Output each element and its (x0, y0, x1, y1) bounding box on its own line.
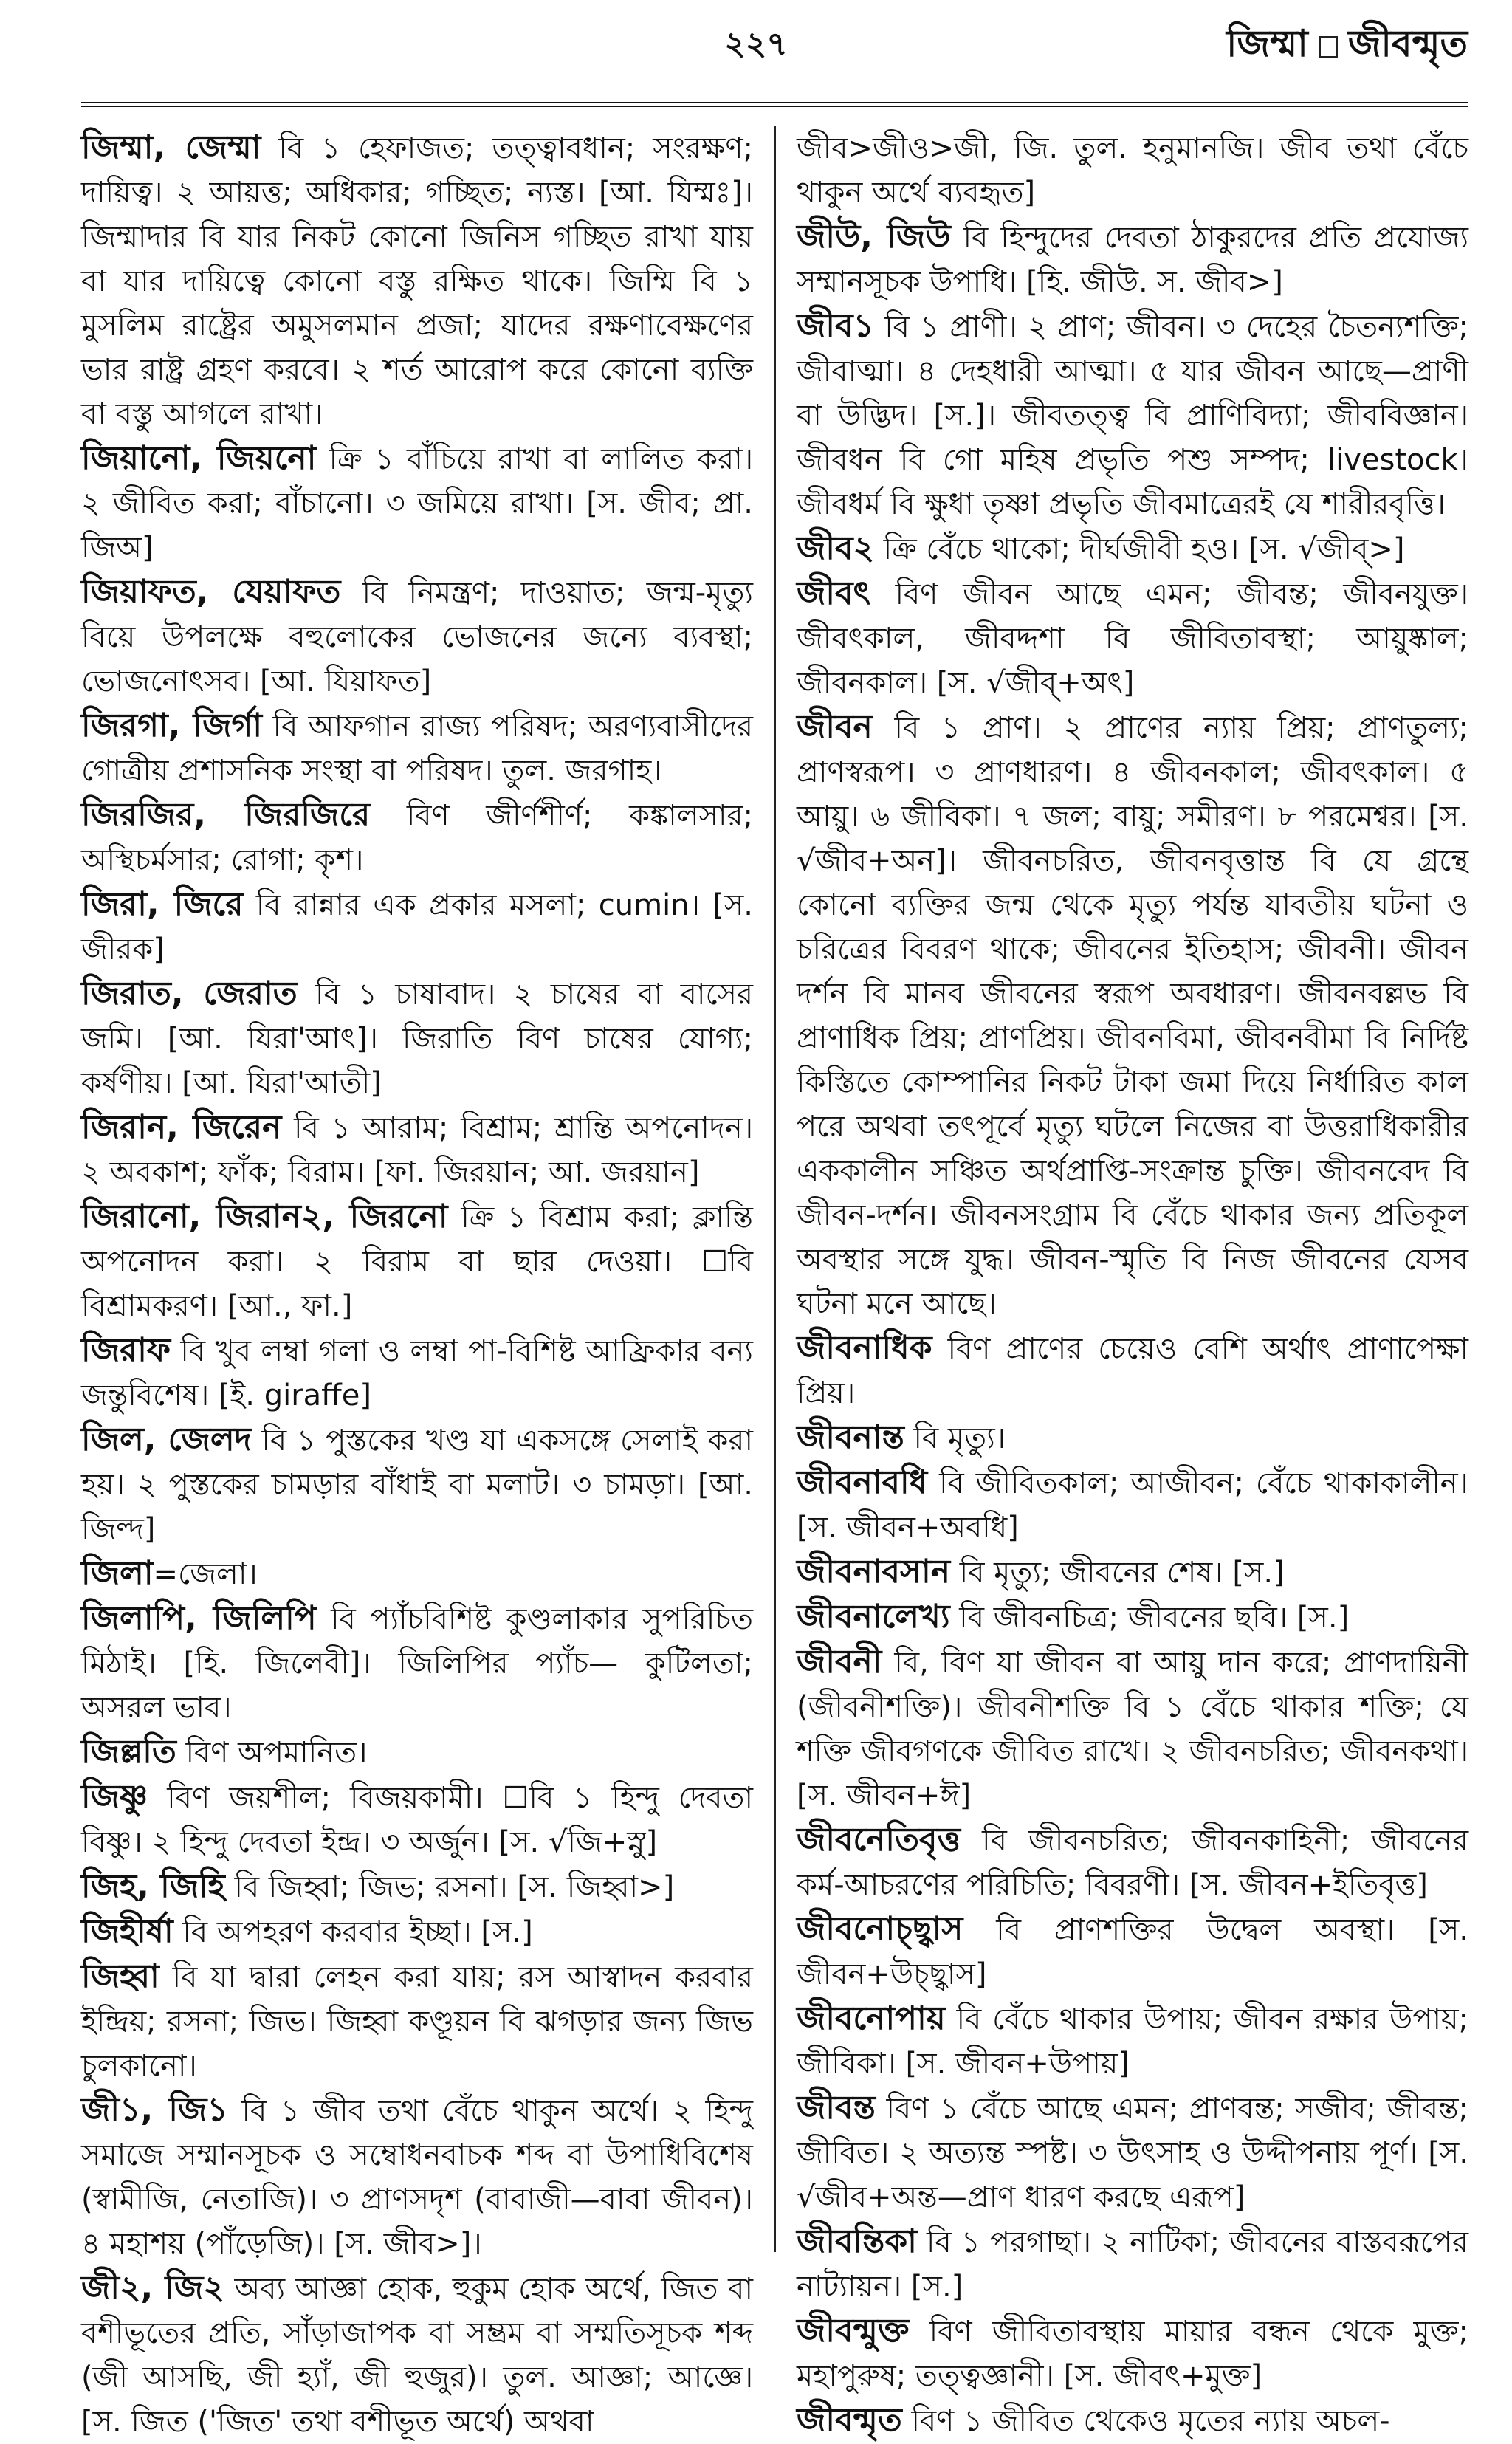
entry-headword: জিম্মা, জেম্মা (81, 128, 261, 166)
entry-headword: জীবন্তিকা (797, 2222, 917, 2260)
dictionary-entry (797, 2220, 1468, 2309)
entry-headword: জীব২ (797, 529, 875, 567)
dictionary-entry (81, 1105, 753, 1195)
dictionary-entry (797, 1550, 1468, 1595)
entry-headword: জীবনী (797, 1643, 882, 1681)
dictionary-entry (797, 1818, 1468, 1907)
entry-definition: বি ১ চাষাবাদ। ২ চাষের বা বাসের জমি। [আ. যিরা'আৎ]। জিরাতি বিণ চাষের যোগ্য; কর্ষণীয়। [আ. যিরা'আতী] (81, 978, 753, 1100)
entry-definition: বি মৃত্যু। (904, 1421, 1006, 1455)
entry-definition: বি প্রাণশক্তির উদ্বেল অবস্থা। [স. জীবন+উচ্ছ্বাস] (797, 1913, 1468, 1991)
dictionary-entry (797, 1415, 1468, 1460)
entry-definition: বি, বিণ যা জীবন বা আয়ু দান করে; প্রাণদায়িনী (জীবনীশক্তি)। জীবনীশক্তি বি ১ বেঁচে থাকার শক্তি; যে শক্তি জীবগণকে জীবিত রাখে। ২ জীবনচরিত; জীবনকথা। [স. জীবন+ঈ] (797, 1646, 1468, 1813)
guide-words (1226, 16, 1468, 78)
entry-headword: জিয়ানো, জিয়নো (81, 439, 317, 477)
entry-definition: বি জীবনচরিত; জীবনকাহিনী; জীবনের কর্ম-আচরণের পরিচিতি; বিবরণী। [স. জীবন+ইতিবৃত্ত] (797, 1824, 1468, 1902)
entry-headword: জিরগা, জির্গা (81, 707, 263, 744)
entry-definition: ক্রি বেঁচে থাকো; দীর্ঘজীবী হও। [স. √জীব্>] (874, 532, 1405, 566)
dictionary-entry (81, 882, 753, 972)
entry-headword: জিরান, জিরেন (81, 1108, 282, 1146)
dictionary-entry (81, 2088, 753, 2266)
dictionary-entry (797, 526, 1468, 571)
dictionary-entry (797, 1997, 1468, 2086)
entry-definition: বিণ প্রাণের চেয়েও বেশি অর্থাৎ প্রাণাপেক্ষা প্রিয়। (797, 1332, 1468, 1410)
entry-definition: বিণ জয়শীল; বিজয়কামী। ☐বি ১ হিন্দু দেবতা বিষ্ণু। ২ হিন্দু দেবতা ইন্দ্র। ৩ অর্জুন। [স. √জি+স্নু] (81, 1781, 753, 1859)
entry-headword: জিয়াফত, যেয়াফত (81, 573, 341, 611)
entry-headword: জীবন্ত (797, 2089, 876, 2127)
dictionary-entry (81, 1418, 753, 1551)
entry-definition: বি জীবনচিত্র; জীবনের ছবি। [স.] (949, 1601, 1350, 1635)
dictionary-entry (797, 2398, 1468, 2443)
entry-definition: বিণ জীর্ণশীর্ণ; কঙ্কালসার; অস্থিচর্মসার; রোগা; কৃশ। (81, 799, 753, 877)
dictionary-entry (797, 1640, 1468, 1818)
entry-definition: বিণ জীবিতাবস্থায় মায়ার বন্ধন থেকে মুক্ত; মহাপুরুষ; তত্ত্বজ্ঞানী। [স. জীবৎ+মুক্ত] (797, 2315, 1468, 2393)
guide-word-last: জীবন্মৃত (1347, 22, 1468, 65)
dictionary-entry (81, 704, 753, 793)
dictionary-entry (797, 215, 1468, 304)
dictionary-entry (797, 2309, 1468, 2398)
entry-definition: ক্রি ১ বিশ্রাম করা; ক্লান্তি অপনোদন করা। ২ বিরাম বা ছার দেওয়া। ☐বি বিশ্রামকরণ। [আ., ফা.] (81, 1201, 753, 1323)
dictionary-entry (797, 1326, 1468, 1415)
entry-headword: জিহ্বা (81, 1957, 159, 1995)
guide-box-icon (1319, 36, 1338, 58)
entry-headword: জীউ, জিউ (797, 218, 951, 255)
entry-headword: জিরজির, জিরজিরে (81, 796, 371, 834)
entry-definition: বিণ অপমানিত। (176, 1736, 368, 1770)
entry-definition: বি যা দ্বারা লেহন করা যায়; রস আস্বাদন করবার ইন্দ্রিয়; রসনা; জিভ। জিহ্বা কণ্ডূয়ন বি ঝগড়ার জন্য জিভ চুলকানো। (81, 1960, 753, 2083)
entry-definition: বি ১ প্রাণী। ২ প্রাণ; জীবন। ৩ দেহের চৈতন্যশক্তি; জীবাত্মা। ৪ দেহধারী আত্মা। ৫ যার জীবন আছে—প্রাণী বা উদ্ভিদ। [স.]। জীবতত্ত্ব বি প্রাণিবিদ্যা; জীববিজ্ঞান। জীবধন বি গো মহিষ প্রভৃতি পশু সম্পদ; livestock। জীবধর্ম বি ক্ষুধা তৃষ্ণা প্রভৃতি জীবমাত্রেরই যে শারীরবৃত্তি। (797, 310, 1468, 521)
entry-headword: জিরা, জিরে (81, 885, 244, 923)
dictionary-columns (81, 126, 1469, 2439)
right-column (797, 126, 1468, 2439)
entry-headword: জীবৎ (797, 574, 870, 612)
entry-headword: জীবনাবসান (797, 1553, 951, 1590)
entry-definition: বি আফগান রাজ্য পরিষদ; অরণ্যবাসীদের গোত্রীয় প্রশাসনিক সংস্থা বা পরিষদ। তুল. জরগাহ। (81, 710, 753, 788)
entry-definition: বি জীবিতকাল; আজীবন; বেঁচে থাকাকালীন। [স. জীবন+অবধি] (797, 1466, 1468, 1545)
entry-headword: জিষ্ণু (81, 1778, 148, 1816)
entry-definition: বি হিন্দুদের দেবতা ঠাকুরদের প্রতি প্রযোজ্য সম্মানসূচক উপাধি। [হি. জীউ. স. জীব>] (797, 221, 1468, 299)
dictionary-entry (797, 705, 1468, 1326)
entry-headword: জিরানো, জিরান২, জিরনো (81, 1198, 448, 1235)
guide-word-first: জিম্মা (1226, 22, 1308, 65)
entry-definition: বি ১ হেফাজত; তত্ত্বাবধান; সংরক্ষণ; দায়িত্ব। ২ আয়ত্ত; অধিকার; গচ্ছিত; ন্যস্ত। [আ. যিম্মঃ]। জিম্মাদার বি যার নিকট কোনো জিনিস গচ্ছিত রাখা যায় বা যার দায়িত্বে কোনো বস্তু রক্ষিত থাকে। জিম্মি বি ১ মুসলিম রাষ্ট্রের অমুসলমান প্রজা; যাদের রক্ষণাবেক্ষণের ভার রাষ্ট্র গ্রহণ করবে। ২ শর্ত আরোপ করে কোনো ব্যক্তি বা বস্তু আগলে রাখা। (81, 131, 753, 431)
entry-definition: বি ১ পরগাছা। ২ নাটিকা; জীবনের বাস্তবরূপের নাট্যায়ন। [স.] (797, 2225, 1468, 2304)
entry-definition: বি খুব লম্বা গলা ও লম্বা পা-বিশিষ্ট আফ্রিকার বন্য জন্তুবিশেষ। [ই. giraffe] (81, 1334, 753, 1412)
entry-definition: বি অপহরণ করবার ইচ্ছা। [স.] (173, 1915, 533, 1949)
entry-headword: জীবনেতিবৃত্ত (797, 1821, 961, 1858)
entry-headword: জিলাপি, জিলিপি (81, 1599, 317, 1637)
entry-headword: জীবনাধিক (797, 1329, 932, 1367)
left-column (81, 126, 754, 2439)
entry-definition: বি বেঁচে থাকার উপায়; জীবন রক্ষার উপায়; জীবিকা। [স. জীবন+উপায়] (797, 2002, 1468, 2081)
dictionary-entry (797, 1460, 1468, 1550)
entry-headword: জীবন (797, 708, 873, 746)
entry-definition: বি প্যাঁচবিশিষ্ট কুণ্ডলাকার সুপরিচিত মিঠাই। [হি. জিলেবী]। জিলিপির প্যাঁচ— কুটিলতা; অসরল ভাব। (81, 1602, 753, 1725)
dictionary-entry (81, 1596, 753, 1730)
entry-headword: জিলা (81, 1554, 154, 1592)
entry-headword: জীবনোপায় (797, 2000, 946, 2037)
entry-headword: জীবনাবধি (797, 1463, 928, 1501)
entry-headword: জিহীর্ষা (81, 1912, 173, 1950)
header-rule (81, 102, 1468, 107)
dictionary-entry (81, 1909, 753, 1954)
entry-definition: অব্য আজ্ঞা হোক, হুকুম হোক অর্থে, জিত বা বশীভূতের প্রতি, সাঁড়াজাপক বা সম্ভ্রম বা সম্মতিসূচক শব্দ (জী আসছি, জী হ্যাঁ, জী হুজুর)। তুল. আজ্ঞা; আজ্ঞে। [স. জিত ('জিত' তথা বশীভূত অর্থে) অথবা (81, 2272, 753, 2439)
entry-headword: জী১, জি১ (81, 2091, 228, 2129)
entry-headword: জিরাফ (81, 1331, 171, 1369)
entry-headword: জিল্লতি (81, 1733, 176, 1771)
entry-headword: জীবনালেখ্য (797, 1598, 950, 1635)
column-divider (774, 126, 776, 2252)
entry-headword: জীব১ (797, 307, 874, 345)
dictionary-entry (797, 126, 1468, 215)
entry-definition: বি রান্নার এক প্রকার মসলা; cumin। [স. জীরক] (81, 888, 753, 967)
entry-headword: জিরাত, জেরাত (81, 975, 298, 1012)
entry-definition: বি ১ প্রাণ। ২ প্রাণের ন্যায় প্রিয়; প্রাণতুল্য; প্রাণস্বরূপ। ৩ প্রাণধারণ। ৪ জীবনকাল; জীবৎকাল। ৫ আয়ু। ৬ জীবিকা। ৭ জল; বায়ু; সমীরণ। ৮ পরমেশ্বর। [স. √জীব+অন]। জীবনচরিত, জীবনবৃত্তান্ত বি যে গ্রন্থে কোনো ব্যক্তির জন্ম থেকে মৃত্যু পর্যন্ত যাবতীয় ঘটনা ও চরিত্রের বিবরণ থাকে; জীবনের ইতিহাস; জীবনী। জীবন দর্শন বি মানব জীবনের স্বরূপ অবধারণ। জীবনবল্লভ বি প্রাণাধিক প্রিয়; প্রাণপ্রিয়। জীবনবিমা, জীবনবীমা বি নির্দিষ্ট কিস্তিতে কোম্পানির নিকট টাকা জমা দিয়ে নির্ধারিত কাল পরে অথবা তৎপূর্বে মৃত্যু ঘটলে নিজের বা উত্তরাধিকারীর এককালীন সঞ্চিত অর্থপ্রাপ্তি-সংক্রান্ত চুক্তি। জীবনবেদ বি জীবন-দর্শন। জীবনসংগ্রাম বি বেঁচে থাকার জন্য প্রতিকূল অবস্থার সঙ্গে যুদ্ধ। জীবন-স্মৃতি বি নিজ জীবনের যেসব ঘটনা মনে আছে। (797, 711, 1468, 1321)
dictionary-entry (797, 1595, 1468, 1640)
entry-headword: জিল, জেলদ (81, 1421, 252, 1458)
dictionary-entry (81, 1864, 753, 1909)
entry-definition: বি ১ আরাম; বিশ্রাম; শ্রান্তি অপনোদন। ২ অবকাশ; ফাঁক; বিরাম। [ফা. জিরয়ান; আ. জরয়ান] (81, 1111, 753, 1190)
entry-headword: জিহ, জিহি (81, 1867, 225, 1905)
entry-definition: বি নিমন্ত্রণ; দাওয়াত; জন্ম-মৃত্যু বিয়ে উপলক্ষে বহুলোকের ভোজনের জন্যে ব্যবস্থা; ভোজনোৎসব। [আ. যিয়াফত] (81, 576, 754, 698)
dictionary-entry (81, 570, 753, 704)
entry-definition: বি ১ পুস্তকের খণ্ড যা একসঙ্গে সেলাই করা হয়। ২ পুস্তকের চামড়ার বাঁধাই বা মলাট। ৩ চামড়া। [আ. জিল্দ] (81, 1424, 754, 1546)
entry-definition: ক্রি ১ বাঁচিয়ে রাখা বা লালিত করা। ২ জীবিত করা; বাঁচানো। ৩ জমিয়ে রাখা। [স. জীব; প্রা. জিঅ] (81, 442, 753, 565)
entry-definition: বি ১ জীব তথা বেঁচে থাকুন অর্থে। ২ হিন্দু সমাজে সম্মানসূচক ও সম্বোধনবাচক শব্দ বা উপাধিবিশেষ (স্বামীজি, নেতাজি)। ৩ প্রাণসদৃশ (বাবাজী—বাবা জীবন)। ৪ মহাশয় (পাঁড়েজি)। [স. জীব>]। (81, 2094, 753, 2261)
entry-headword: জীবন্মৃত (797, 2401, 902, 2439)
dictionary-entry (81, 793, 753, 882)
dictionary-entry (81, 972, 753, 1105)
entry-definition: জীব>জীও>জী, জি. তুল. হনুমানজি। জীব তথা বেঁচে থাকুন অর্থে ব্যবহৃত] (797, 131, 1468, 210)
page-header (0, 0, 1512, 111)
dictionary-entry (81, 1328, 753, 1418)
entry-definition: বিণ জীবন আছে এমন; জীবন্ত; জীবনযুক্ত। জীবৎকাল, জীবদ্দশা বি জীবিতাবস্থা; আয়ুষ্কাল; জীবনকাল। [স. √জীব্+অৎ] (797, 577, 1468, 700)
entry-headword: জী২, জি২ (81, 2269, 224, 2307)
entry-definition: =জেলা। (153, 1557, 258, 1591)
entry-definition: বিণ ১ বেঁচে আছে এমন; প্রাণবন্ত; সজীব; জীবন্ত; জীবিত। ২ অত্যন্ত স্পষ্ট। ৩ উৎসাহ ও উদ্দীপনায় পূর্ণ। [স. √জীব+অন্ত—প্রাণ ধারণ করছে এরূপ] (797, 2092, 1468, 2214)
entry-headword: জীবনান্ত (797, 1418, 904, 1456)
dictionary-entry (81, 1954, 753, 2088)
dictionary-entry (81, 2266, 753, 2444)
dictionary-entry (81, 1551, 753, 1596)
dictionary-entry (81, 1195, 753, 1328)
entry-definition: বিণ ১ জীবিত থেকেও মৃতের ন্যায় অচল- (901, 2404, 1390, 2438)
entry-definition: বি জিহ্বা; জিভ; রসনা। [স. জিহ্বা>] (224, 1870, 675, 1904)
entry-definition: বি মৃত্যু; জীবনের শেষ। [স.] (950, 1556, 1285, 1590)
dictionary-entry (81, 436, 753, 570)
page-number: ২২৭ (724, 25, 788, 63)
dictionary-entry (797, 304, 1468, 526)
entry-headword: জীবন্মুক্ত (797, 2312, 910, 2349)
dictionary-entry (797, 2086, 1468, 2220)
entry-headword: জীবনোচ্ছ্বাস (797, 1910, 963, 1948)
dictionary-entry (81, 126, 753, 436)
dictionary-entry (81, 1775, 753, 1864)
dictionary-entry (797, 1907, 1468, 1997)
dictionary-entry (81, 1730, 753, 1775)
dictionary-entry (797, 571, 1468, 705)
